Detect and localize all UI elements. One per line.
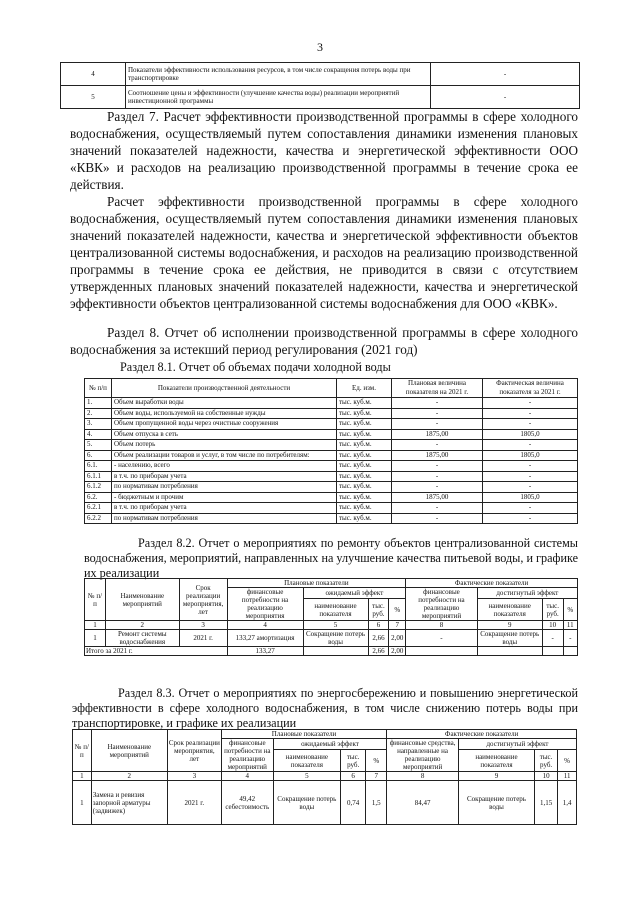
table-row: 4. Объем отпуска в сеть тыс. куб.м. 1875,00 1805,0 [85, 429, 578, 440]
table-row: 1 Ремонт системы водоснабжения 2021 г. 133,27 амортизация Сокращение потерь воды 2,66 2,00 - Сокращение потерь воды - - [85, 630, 578, 647]
column-numbers-row: 1 2 3 4 5 6 7 8 9 10 11 [85, 621, 578, 630]
table-row: 5 Соотношение цены и эффективности (улучшение качества воды) реализации мероприятий инвестиционной программы - [61, 86, 580, 109]
table-row: 6.1.1 в т.ч. по приборам учета тыс. куб.м. - - [85, 471, 578, 482]
section-8-1-caption: Раздел 8.1. Отчет об объемах подачи холодной воды [120, 360, 391, 374]
section-8-heading: Раздел 8. Отчет об исполнении производственной программы в сфере холодного водоснабжения за истекший период регулирования (2021 год) [70, 325, 578, 357]
table-row: 6.2. - бюджетным и прочим тыс. куб.м. 1875,00 1805,0 [85, 492, 578, 503]
table-row: 6.1. - населению, всего тыс. куб.м. - - [85, 461, 578, 472]
section-8-2-caption: Раздел 8.2. Отчет о мероприятиях по ремонту объектов централизованной системы водоснабжения, мероприятий, направленных на улучшение качества питьевой воды, и графике их реализации [84, 536, 578, 580]
repair-measures-table: № п/ п Наименование мероприятий Срок реализации мероприятия, лет Плановые показатели Фактические показатели финансовые потребности на реализацию мероприятия ожидаемый эффект финансовые потребности на реализацию мероприятий достигнутый эффект наименование показателя тыс. руб. % наименование показателя тыс. руб. % 1 2 3 4 5 6 7 8 9 10 11 1 Ремонт системы водоснабжения 2021 г. 133,27 амортизация Сокращение потерь воды 2,66 2,00 - Сокращение потерь воды - - Итого за 2021 г. 133,27 2,66 2,00 [84, 578, 578, 656]
table-row: 6.1.2 по нормативам потребления тыс. куб.м. - - [85, 482, 578, 493]
table-row: 6.2.2 по нормативам потребления тыс. куб.м. - - [85, 513, 578, 524]
calculation-paragraph: Расчет эффективности производственной программы в сфере холодного водоснабжения, осуществляемый путем сопоставления динамики изменения плановых значений показателей надежности, качества и энергетической эффективности объектов централизованной системы водоснабжения, и расходов на реализацию производственной программы в течение срока ее действия, не приводится в связи с отсутствием утвержденных плановых значений показателей надежности, качества и энергетической эффективности объектов централизованной системы водоснабжения для ООО «КВК». [70, 194, 578, 311]
table-row: 6.2.1 в т.ч. по приборам учета тыс. куб.м. - - [85, 503, 578, 514]
table-row: 4 Показатели эффективности использования ресурсов, в том числе сокращения потерь воды при транспортировке - [61, 63, 580, 86]
table-header-row: № п/п Показатели производственной деятельности Ед. изм. Плановая величина показателя на 2021 г. Фактическая величина показателя за 2021 г. [85, 379, 578, 398]
section-7-paragraph: Раздел 7. Расчет эффективности производственной программы в сфере холодного водоснабжения, осуществляемый путем сопоставления динамики изменения плановых значений показателей надежности, качества и энергетической эффективности ООО «КВК» и расходов на реализацию производственной программы в течение срока ее действия. [70, 109, 578, 192]
water-supply-volumes-table [84, 378, 578, 524]
efficiency-indicators-table [60, 62, 580, 109]
section-8-3-caption: Раздел 8.3. Отчет о мероприятиях по энергосбережению и повышению энергетической эффективности в сфере холодного водоснабжения, в том числе снижению потерь воды при транспортировке, и графике их реализации [72, 686, 578, 730]
table-row: 5. Объем потерь тыс. куб.м. - - [85, 440, 578, 451]
energy-saving-measures-table: № п/ п Наименование мероприятий Срок реализации мероприятия, лет Плановые показатели Фактические показатели финансовые потребности на реализацию мероприятий ожидаемый эффект финансовые средства, направленные на реализацию мероприятий достигнутый эффект наименование показателя тыс. руб. % наименование показателя тыс. руб. % 1 2 3 4 5 6 7 8 9 10 11 1 Замена и ревизия запорной арматуры (задвижек) 2021 г. 49,42 себестоимость Сокращение потерь воды 0,74 1,5 84,47 Сокращение потерь воды 1,15 1,4 [72, 729, 577, 825]
column-numbers-row: 1 2 3 4 5 6 7 8 9 10 11 [73, 772, 577, 781]
table-row: 1. Объем выработки воды тыс. куб.м. - - [85, 398, 578, 409]
table-row: 6. Объем реализации товаров и услуг, в том числе по потребителям: тыс. куб.м. 1875,00 1805,0 [85, 450, 578, 461]
total-row: Итого за 2021 г. 133,27 2,66 2,00 [85, 647, 578, 656]
table-row: 1 Замена и ревизия запорной арматуры (задвижек) 2021 г. 49,42 себестоимость Сокращение потерь воды 0,74 1,5 84,47 Сокращение потерь воды 1,15 1,4 [73, 781, 577, 825]
table-row: 3. Объем пропущенной воды через очистные сооружения тыс. куб.м. - - [85, 419, 578, 430]
table-row: 2. Объем воды, используемой на собственные нужды тыс. куб.м. - - [85, 408, 578, 419]
page-number: 3 [317, 40, 323, 54]
